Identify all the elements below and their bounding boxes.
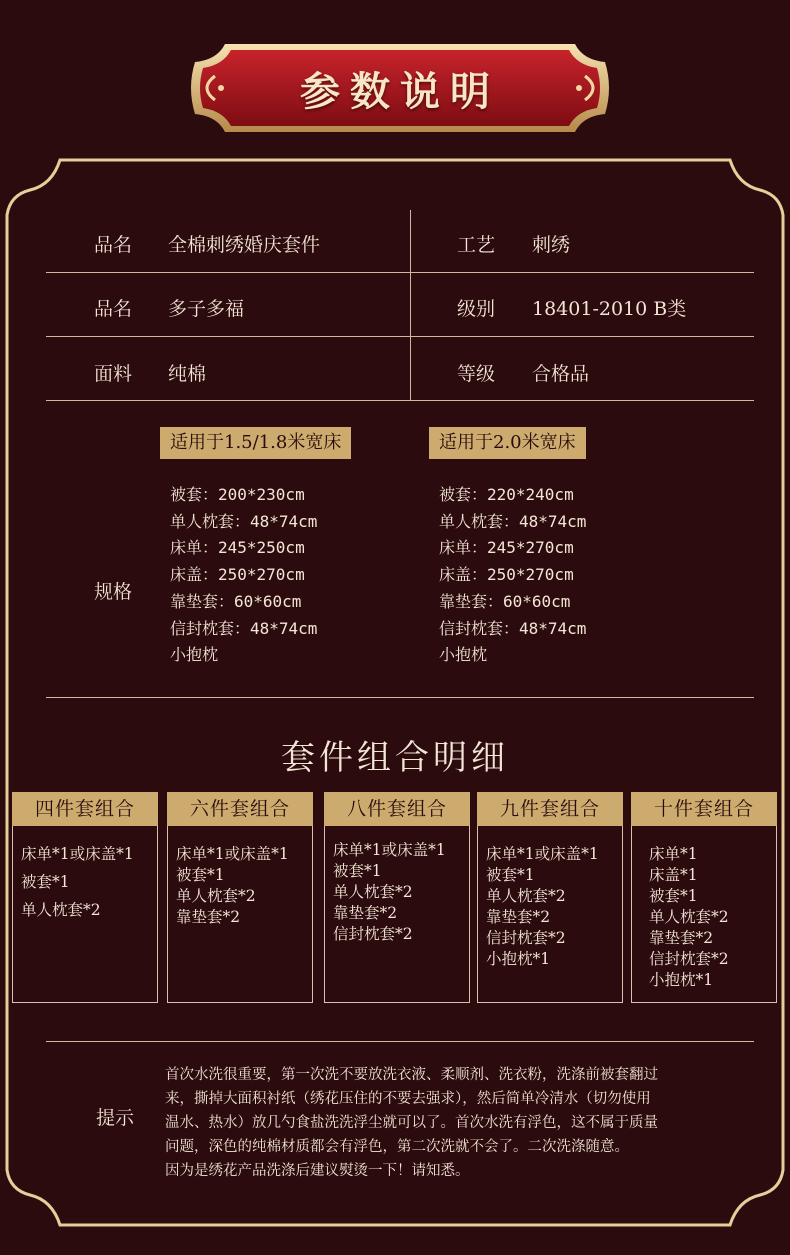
set-item: 单人枕套*2 [333,883,413,901]
spec-tag-col1: 适用于1.5/1.8米宽床 [160,427,351,459]
set-item: 单人枕套*2 [21,901,101,919]
spec-list-col2 [439,482,586,669]
set-item: 信封枕套*2 [333,925,413,943]
set-group-title: 十件套组合 [631,792,777,826]
spec-item: 被套：220*240cm [439,485,574,504]
set-group-nine [477,792,623,1004]
set-item: 床单*1或床盖*1 [333,841,446,859]
set-item: 信封枕套*2 [649,950,729,968]
set-group-eight [324,792,470,1004]
spec-item: 床盖：250*270cm [439,565,574,585]
param-label-fabric: 面料 [94,363,133,385]
set-item: 单人枕套*2 [486,887,566,905]
set-item: 单人枕套*2 [649,908,729,926]
tips-text [165,1063,750,1183]
tips-label: 提示 [96,1107,135,1129]
title-banner [185,38,615,138]
set-item: 被套*1 [649,887,698,905]
spec-item: 小抱枕 [170,645,219,665]
spec-item: 床单：245*270cm [439,538,574,558]
spec-tag-col2: 适用于2.0米宽床 [429,427,586,459]
param-value-grade: 18401-2010 B类 [532,298,687,320]
set-item: 床单*1或床盖*1 [176,845,289,863]
set-item: 小抱枕*1 [486,950,551,968]
spec-item: 单人枕套：48*74cm [439,511,587,531]
param-value-name: 全棉刺绣婚庆套件 [168,234,321,256]
spec-item: 单人枕套：48*74cm [170,511,318,531]
param-value-level: 合格品 [532,363,590,385]
param-value-name: 多子多福 [168,298,245,320]
spec-item: 靠垫套：60*60cm [170,591,302,611]
param-label-name: 品名 [94,298,133,320]
set-item: 靠垫套*2 [176,908,241,926]
tips-line: 来，撕掉大面积衬纸（绣花压住的不要去强求），然后简单冷清水（切勿使用 [165,1091,651,1107]
tips-line: 温水、热水）放几勺食盐洗洗浮尘就可以了。首次水洗有浮色，这不属于质量 [165,1115,658,1131]
spec-item: 信封枕套：48*74cm [439,618,587,638]
set-item: 靠垫套*2 [333,904,398,922]
spec-item: 床盖：250*270cm [170,565,305,585]
spec-item: 靠垫套：60*60cm [439,591,571,611]
row-divider [46,272,754,273]
set-group-six [167,792,313,1004]
section-divider [46,1041,754,1042]
set-group-title: 四件套组合 [12,792,158,826]
set-item: 被套*1 [486,866,535,884]
set-item: 被套*1 [333,862,382,880]
set-item: 床单*1或床盖*1 [21,845,134,863]
tips-line: 首次水洗很重要，第一次洗不要放洗衣液、柔顺剂、洗衣粉，洗涤前被套翻过 [165,1067,658,1083]
set-group-ten [631,792,777,1004]
set-item: 床盖*1 [649,866,698,884]
param-label-grade: 级别 [457,298,496,320]
tips-line: 因为是绣花产品洗涤后建议熨烫一下！请知悉。 [165,1163,470,1179]
set-item: 被套*1 [176,866,225,884]
section-divider [46,697,754,698]
set-item: 床单*1 [649,845,698,863]
set-group-title: 六件套组合 [167,792,313,826]
set-item: 信封枕套*2 [486,929,566,947]
set-group-four [12,792,158,1004]
spec-item: 被套：200*230cm [170,485,305,504]
spec-item: 信封枕套：48*74cm [170,618,318,638]
set-item: 被套*1 [21,873,70,891]
param-label-level: 等级 [457,363,496,385]
set-item: 小抱枕*1 [649,971,714,989]
set-item: 床单*1或床盖*1 [486,845,599,863]
set-item: 靠垫套*2 [486,908,551,926]
param-value-fabric: 纯棉 [168,363,207,385]
set-item: 单人枕套*2 [176,887,256,905]
set-item: 靠垫套*2 [649,929,714,947]
sets-title: 套件组合明细 [281,738,509,778]
spec-list-col1 [170,482,317,669]
param-label-craft: 工艺 [457,234,496,256]
spec-label: 规格 [94,581,133,603]
set-group-title: 九件套组合 [477,792,623,826]
param-value-craft: 刺绣 [532,234,571,256]
tips-line: 问题，深色的纯棉材质都会有浮色，第二次洗就不会了。二次洗涤随意。 [165,1139,629,1155]
spec-item: 小抱枕 [439,645,488,665]
table-divider-vertical [410,210,411,400]
spec-item: 床单：245*250cm [170,538,305,558]
row-divider [46,336,754,337]
page-title: 参数说明 [300,67,500,115]
param-label-name: 品名 [94,234,133,256]
set-group-title: 八件套组合 [324,792,470,826]
row-divider [46,400,754,401]
